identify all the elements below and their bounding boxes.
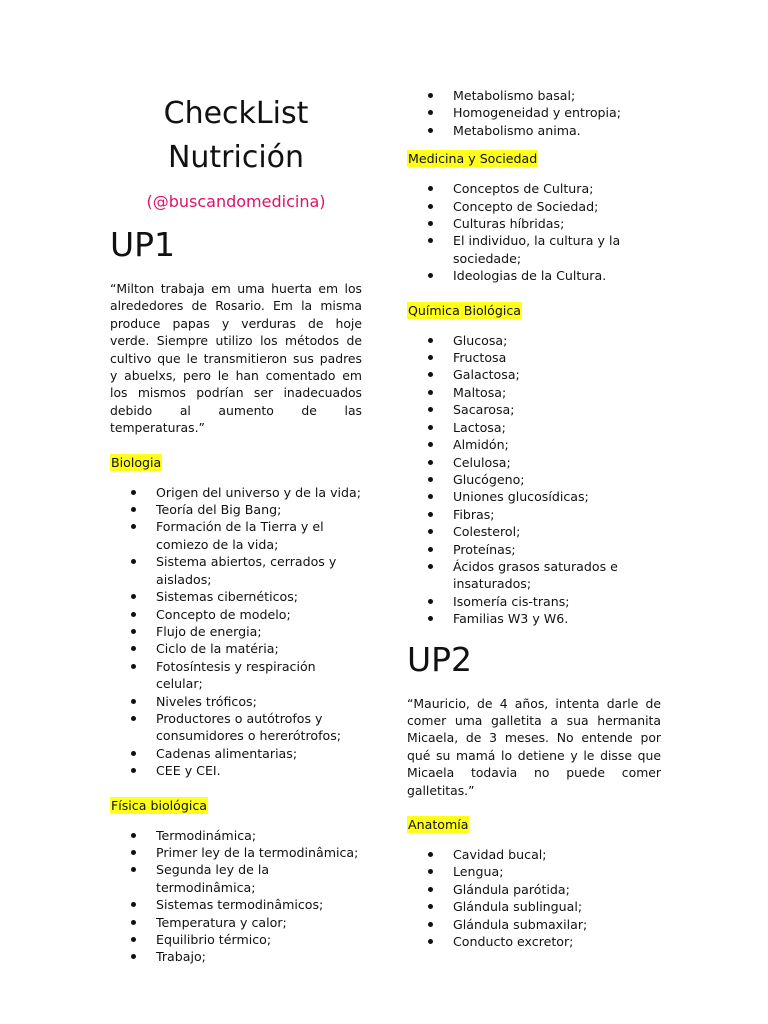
section-title-quimica: Química Biológica: [408, 302, 521, 318]
list-item: Glándula sublingual;: [453, 898, 661, 915]
section-anatomia: [407, 815, 661, 834]
list-item: Temperatura y calor;: [156, 914, 362, 931]
section-medicina: [407, 149, 661, 168]
list-item: CEE y CEI.: [156, 762, 362, 779]
list-item: El individuo, la cultura y la sociedade;: [453, 232, 661, 267]
list-item: Maltosa;: [453, 384, 661, 401]
list-item: Fotosíntesis y respiración celular;: [156, 658, 362, 693]
list-item: Sacarosa;: [453, 401, 661, 418]
author-handle: (@buscandomedicina): [146, 192, 326, 211]
list-item: Proteínas;: [453, 541, 661, 558]
up2-heading: UP2: [407, 639, 473, 679]
title-line-1: CheckList: [163, 96, 309, 131]
list-item: Metabolismo basal;: [453, 87, 661, 104]
list-anatomia: [407, 846, 661, 950]
list-item: Cavidad bucal;: [453, 846, 661, 863]
list-fisica: [110, 827, 362, 966]
list-item: Sistema abiertos, cerrados y aislados;: [156, 553, 362, 588]
up2-case-text: “Mauricio, de 4 años, intenta darle de comer uma galletita a sua hermanita Micaela, de 3 meses. No entende por qué su mamá lo detiene y le disse que Micaela todavia no puede comer galletitas.”: [407, 695, 661, 798]
list-item: Flujo de energia;: [156, 623, 362, 640]
list-item: Celulosa;: [453, 454, 661, 471]
list-quimica: [407, 332, 661, 628]
list-item: Origen del universo y de la vida;: [156, 484, 361, 500]
list-item: Metabolismo anima.: [453, 122, 661, 139]
section-quimica: [407, 301, 661, 320]
list-item: Sistemas termodinâmicos;: [156, 896, 362, 913]
list-item: Familias W3 y W6.: [453, 610, 661, 627]
up1-heading: UP1: [110, 225, 176, 264]
list-item: Sistemas cibernéticos;: [156, 588, 362, 605]
list-item: Glándula submaxilar;: [453, 916, 661, 933]
list-item: Culturas híbridas;: [453, 215, 661, 232]
list-item: Homogeneidad y entropia;: [453, 104, 661, 121]
list-item: Lengua;: [453, 863, 661, 880]
section-title-biologia: Biologia: [111, 454, 162, 470]
section-biologia: [110, 453, 362, 472]
list-item: Ideologias de la Cultura.: [453, 267, 661, 284]
list-item: Segunda ley de la termodinâmica;: [156, 861, 362, 896]
list-item: Cadenas alimentarias;: [156, 745, 362, 762]
list-item: Lactosa;: [453, 419, 661, 436]
list-item: Trabajo;: [156, 948, 362, 965]
list-item: Termodinámica;: [156, 827, 362, 844]
list-item: Colesterol;: [453, 523, 661, 540]
list-item: Uniones glucosídicas;: [453, 488, 661, 505]
section-fisica: [110, 796, 362, 815]
list-item: Concepto de modelo;: [156, 606, 362, 623]
list-fisica-continued: [407, 87, 661, 139]
list-biologia: [110, 484, 362, 780]
list-item: Niveles tróficos;: [156, 693, 362, 710]
list-item: Primer ley de la termodinâmica;: [156, 844, 362, 861]
list-item: Glándula parótida;: [453, 881, 661, 898]
list-item: Formación de la Tierra y el comiezo de la vida;: [156, 518, 362, 553]
title-line-2: Nutrición: [167, 140, 305, 175]
list-item: Ácidos grasos saturados e insaturados;: [453, 558, 661, 593]
list-item: Galactosa;: [453, 366, 661, 383]
up1-case-text: “Milton trabaja em uma huerta em los alrededores de Rosario. Em la misma produce papas y verduras de hoje verde. Siempre utilizo los métodos de cultivo que le transmitieron sus padres y abuelxs, pero le han comentado em los mismos podrían ser inadecuados debido al aumento de las temperaturas.”: [110, 281, 362, 436]
list-medicina: [407, 180, 661, 284]
section-title-medicina: Medicina y Sociedad: [408, 151, 538, 167]
list-item: Teoría del Big Bang;: [156, 501, 362, 518]
list-item: Almidón;: [453, 436, 661, 453]
list-item: Glucógeno;: [453, 471, 661, 488]
section-title-anatomia: Anatomía: [408, 817, 469, 832]
list-item: Conducto excretor;: [453, 933, 661, 950]
right-column: [407, 0, 661, 950]
list-item: Ciclo de la matéria;: [156, 640, 362, 657]
list-item: Conceptos de Cultura;: [453, 180, 661, 197]
list-item: Fructosa: [453, 349, 661, 366]
left-column: [110, 0, 362, 966]
section-title-fisica: Física biológica: [111, 797, 207, 813]
list-item: Glucosa;: [453, 332, 661, 349]
list-item: Isomería cis-trans;: [453, 593, 661, 610]
list-item: Equilibrio térmico;: [156, 931, 362, 948]
list-item: Productores o autótrofos y consumidores o hererótrofos;: [156, 710, 362, 745]
list-item: Concepto de Sociedad;: [453, 198, 661, 215]
page-title: [110, 92, 362, 180]
list-item: Fibras;: [453, 506, 661, 523]
